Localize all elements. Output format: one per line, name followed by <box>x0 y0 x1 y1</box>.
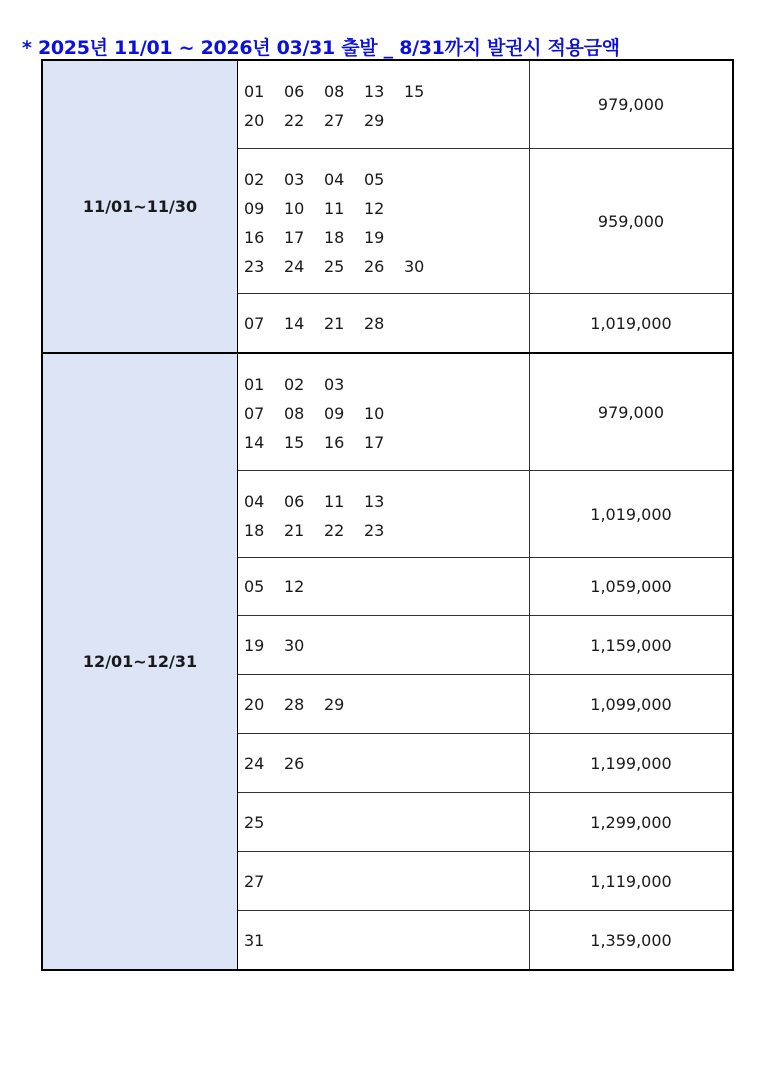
day-number: 01 <box>244 375 265 394</box>
fare-price: 1,019,000 <box>590 313 672 333</box>
day-number: 27 <box>324 111 345 130</box>
day-number: 23 <box>244 257 265 276</box>
day-number: 14 <box>244 433 265 452</box>
day-number: 08 <box>324 82 345 101</box>
day-number: 03 <box>324 375 345 394</box>
fare-price: 1,119,000 <box>590 871 672 891</box>
table-row <box>238 852 732 911</box>
day-number: 28 <box>364 313 385 333</box>
day-number: 13 <box>364 492 385 511</box>
day-number: 15 <box>284 433 305 452</box>
day-number: 22 <box>324 521 345 540</box>
day-number: 10 <box>364 404 385 423</box>
fare-price: 1,099,000 <box>590 694 672 714</box>
fare-price: 959,000 <box>597 211 665 231</box>
fare-price: 1,359,000 <box>590 930 672 950</box>
day-number: 25 <box>244 812 265 832</box>
table-row <box>238 911 732 969</box>
day-number: 18 <box>244 521 265 540</box>
departure-days <box>238 852 530 910</box>
day-number: 05 <box>364 170 385 189</box>
day-number: 21 <box>324 313 345 333</box>
day-number: 25 <box>324 257 345 276</box>
day-number: 29 <box>364 111 385 130</box>
day-number: 19 <box>244 635 265 655</box>
departure-days <box>238 294 530 352</box>
table-row <box>238 61 732 149</box>
day-number: 12 <box>364 199 385 218</box>
period-label: 12/01~12/31 <box>43 354 238 969</box>
departure-days <box>238 149 530 293</box>
day-number: 31 <box>244 930 265 950</box>
day-number: 18 <box>324 228 345 247</box>
day-number: 12 <box>284 577 305 596</box>
day-number: 14 <box>284 313 305 333</box>
fare-price: 1,299,000 <box>590 812 672 832</box>
table-row <box>238 616 732 675</box>
departure-days <box>238 616 530 674</box>
day-number: 20 <box>244 694 265 714</box>
departure-days <box>238 558 530 615</box>
day-number: 15 <box>404 82 425 101</box>
day-number: 17 <box>364 433 385 452</box>
day-number: 11 <box>324 492 345 511</box>
fare-table <box>41 59 734 971</box>
day-number: 04 <box>324 170 345 189</box>
day-number: 09 <box>324 404 345 423</box>
day-number: 17 <box>284 228 305 247</box>
day-number: 02 <box>284 375 305 394</box>
fare-price: 1,199,000 <box>590 753 672 773</box>
table-row <box>238 471 732 558</box>
page-title: * 2025년 11/01 ~ 2026년 03/31 출발 _ 8/31까지 발권시 적용금액 <box>22 37 620 59</box>
day-number: 19 <box>364 228 385 247</box>
day-number: 02 <box>244 170 265 189</box>
day-number: 06 <box>284 492 305 511</box>
day-number: 03 <box>284 170 305 189</box>
period-label: 11/01~11/30 <box>43 61 238 352</box>
departure-days <box>238 675 530 733</box>
day-number: 08 <box>284 404 305 423</box>
period-group <box>43 61 732 354</box>
day-number: 07 <box>244 404 265 423</box>
day-number: 29 <box>324 694 345 714</box>
day-number: 23 <box>364 521 385 540</box>
day-number: 06 <box>284 82 305 101</box>
day-number: 22 <box>284 111 305 130</box>
day-number: 30 <box>404 257 425 276</box>
departure-days <box>238 61 530 148</box>
day-number: 27 <box>244 871 265 891</box>
day-number: 24 <box>244 753 265 773</box>
day-number: 07 <box>244 313 265 333</box>
table-row <box>238 294 732 352</box>
day-number: 04 <box>244 492 265 511</box>
table-row <box>238 675 732 734</box>
day-number: 26 <box>284 753 305 773</box>
day-number: 10 <box>284 199 305 218</box>
table-row <box>238 734 732 793</box>
departure-days <box>238 734 530 792</box>
day-number: 05 <box>244 577 265 596</box>
day-number: 24 <box>284 257 305 276</box>
fare-price: 979,000 <box>597 95 665 114</box>
departure-days <box>238 354 530 470</box>
day-number: 20 <box>244 111 265 130</box>
departure-days <box>238 911 530 969</box>
table-row <box>238 354 732 471</box>
fare-price: 979,000 <box>597 402 665 422</box>
fare-price: 1,159,000 <box>590 635 672 655</box>
day-number: 26 <box>364 257 385 276</box>
table-row <box>238 558 732 616</box>
fare-price: 1,059,000 <box>590 577 672 596</box>
day-number: 16 <box>324 433 345 452</box>
fare-price: 1,019,000 <box>590 504 672 524</box>
day-number: 30 <box>284 635 305 655</box>
day-number: 01 <box>244 82 265 101</box>
departure-days <box>238 471 530 557</box>
departure-days <box>238 793 530 851</box>
period-group <box>43 354 732 969</box>
day-number: 28 <box>284 694 305 714</box>
day-number: 16 <box>244 228 265 247</box>
day-number: 21 <box>284 521 305 540</box>
day-number: 13 <box>364 82 385 101</box>
day-number: 11 <box>324 199 345 218</box>
table-row <box>238 149 732 294</box>
table-row <box>238 793 732 852</box>
day-number: 09 <box>244 199 265 218</box>
